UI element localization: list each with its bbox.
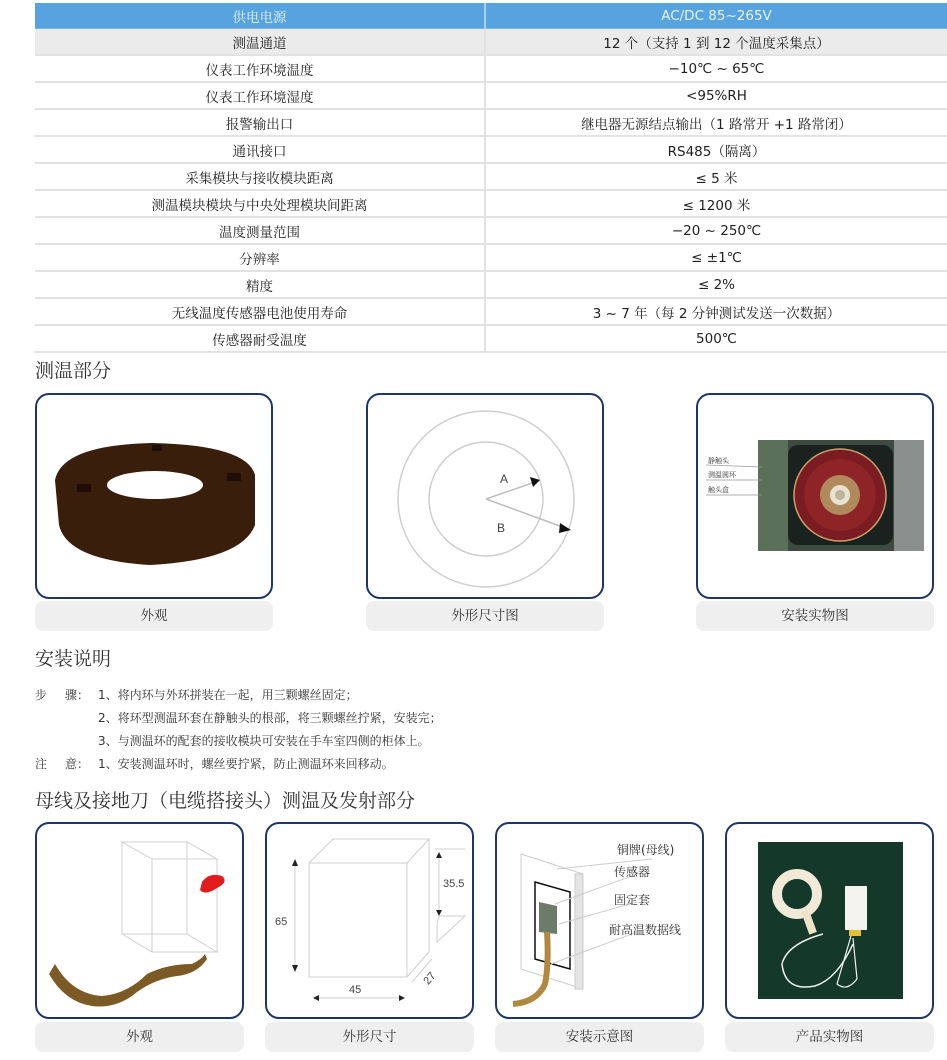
spec-row [35,163,947,190]
spec-value: 继电器无源结点输出（1 路常开 +1 路常闭） [485,109,947,136]
spec-value: 12 个（支持 1 到 12 个温度采集点） [485,29,947,56]
svg-text:固定套: 固定套 [614,893,651,907]
spec-value: 3 ~ 7 年（每 2 分钟测试发送一次数据） [485,298,947,325]
svg-text:45: 45 [349,984,362,996]
spec-row [35,244,947,271]
step-row [35,707,442,730]
spec-value: RS485（隔离） [485,136,947,163]
concentric-circles-diagram [368,395,602,597]
spec-row [35,271,947,298]
section-title-measurement: 测温部分 [35,360,112,382]
step-text: 3、与测温环的配套的接收模块可安装在手车室四侧的柜体上。 [98,734,430,748]
svg-text:B: B [497,521,506,535]
spec-value: ≤ 2% [485,271,947,298]
spec-value: −20 ~ 250℃ [485,217,947,244]
svg-text:测温圆环: 测温圆环 [708,471,736,479]
spec-value: −10℃ ~ 65℃ [485,55,947,82]
section-title-busbar: 母线及接地刀（电缆搭接头）测温及发射部分 [35,790,416,812]
spec-value: 500℃ [485,325,947,352]
sensor-appearance-image [35,822,244,1019]
svg-text:耐高温数据线: 耐高温数据线 [609,923,682,937]
svg-text:A: A [500,472,509,486]
spec-row [35,217,947,244]
caption-installation-schematic: 安装示意图 [495,1022,704,1052]
caption-installation-photo: 安装实物图 [696,601,934,631]
note-text: 1、安装测温环时，螺丝要拧紧，防止测温环来回移动。 [98,757,394,771]
box-dimension-drawing [267,824,472,1017]
spec-label: 测温通道 [35,29,485,56]
step-text: 1、将内环与外环拼装在一起，用三颗螺丝固定； [98,688,358,702]
spec-label: 报警输出口 [35,109,485,136]
svg-text:35.5: 35.5 [443,878,465,890]
installation-instructions [35,684,442,776]
spec-label: 通讯接口 [35,136,485,163]
spec-value: ≤ 5 米 [485,163,947,190]
step-text: 2、将环型测温环套在静触头的根部，将三颗螺丝拧紧，安装完； [98,711,442,725]
svg-text:触头盒: 触头盒 [708,486,729,494]
spec-header-row [35,3,947,29]
spec-label: 分辨率 [35,244,485,271]
installation-schematic [495,822,704,1019]
spec-label: 无线温度传感器电池使用寿命 [35,298,485,325]
spec-row [35,29,947,56]
product-photo-illustration [727,824,932,1017]
spec-row [35,298,947,325]
installation-schematic-illustration [497,824,702,1017]
product-photo [725,822,934,1019]
spec-label: 温度测量范围 [35,217,485,244]
spec-row [35,109,947,136]
ring-illustration [37,395,271,597]
spec-value: ≤ 1200 米 [485,190,947,217]
installation-photo [696,393,934,599]
caption-product-photo: 产品实物图 [725,1022,934,1052]
spec-value: ≤ ±1℃ [485,244,947,271]
spec-label: 传感器耐受温度 [35,325,485,352]
svg-text:静触头: 静触头 [708,457,729,465]
spec-label: 仪表工作环境湿度 [35,82,485,109]
spec-label: 仪表工作环境温度 [35,55,485,82]
spec-label: 测温模块模块与中央处理模块间距离 [35,190,485,217]
spec-row [35,190,947,217]
step-row: 步 骤： 1、将内环与外环拼装在一起，用三颗螺丝固定； [35,684,442,707]
spec-header-value: AC/DC 85~265V [485,3,947,29]
svg-text:铜牌(母线): 铜牌(母线) [617,843,675,857]
svg-text:65: 65 [275,916,288,928]
sensor-dimension-diagram [265,822,474,1019]
sensor-box-illustration [37,824,242,1017]
spec-row [35,136,947,163]
installation-photo-illustration [698,395,932,597]
section-title-installation: 安装说明 [35,648,112,670]
spec-header-label: 供电电源 [35,3,485,29]
svg-text:27: 27 [421,970,439,988]
spec-row [35,325,947,352]
caption-appearance: 外观 [35,601,273,631]
spec-label: 采集模块与接收模块距离 [35,163,485,190]
svg-text:传感器: 传感器 [614,865,651,879]
spec-value: <95%RH [485,82,947,109]
step-row [35,730,442,753]
spec-label: 精度 [35,271,485,298]
caption-sensor-appearance: 外观 [35,1022,244,1052]
spec-table [35,3,947,353]
ring-appearance-image [35,393,273,599]
caption-dimension: 外形尺寸图 [366,601,604,631]
ring-dimension-diagram [366,393,604,599]
caption-sensor-dimension: 外形尺寸 [265,1022,474,1052]
spec-row [35,82,947,109]
note-row: 注 意： 1、安装测温环时，螺丝要拧紧，防止测温环来回移动。 [35,753,442,776]
spec-row [35,55,947,82]
